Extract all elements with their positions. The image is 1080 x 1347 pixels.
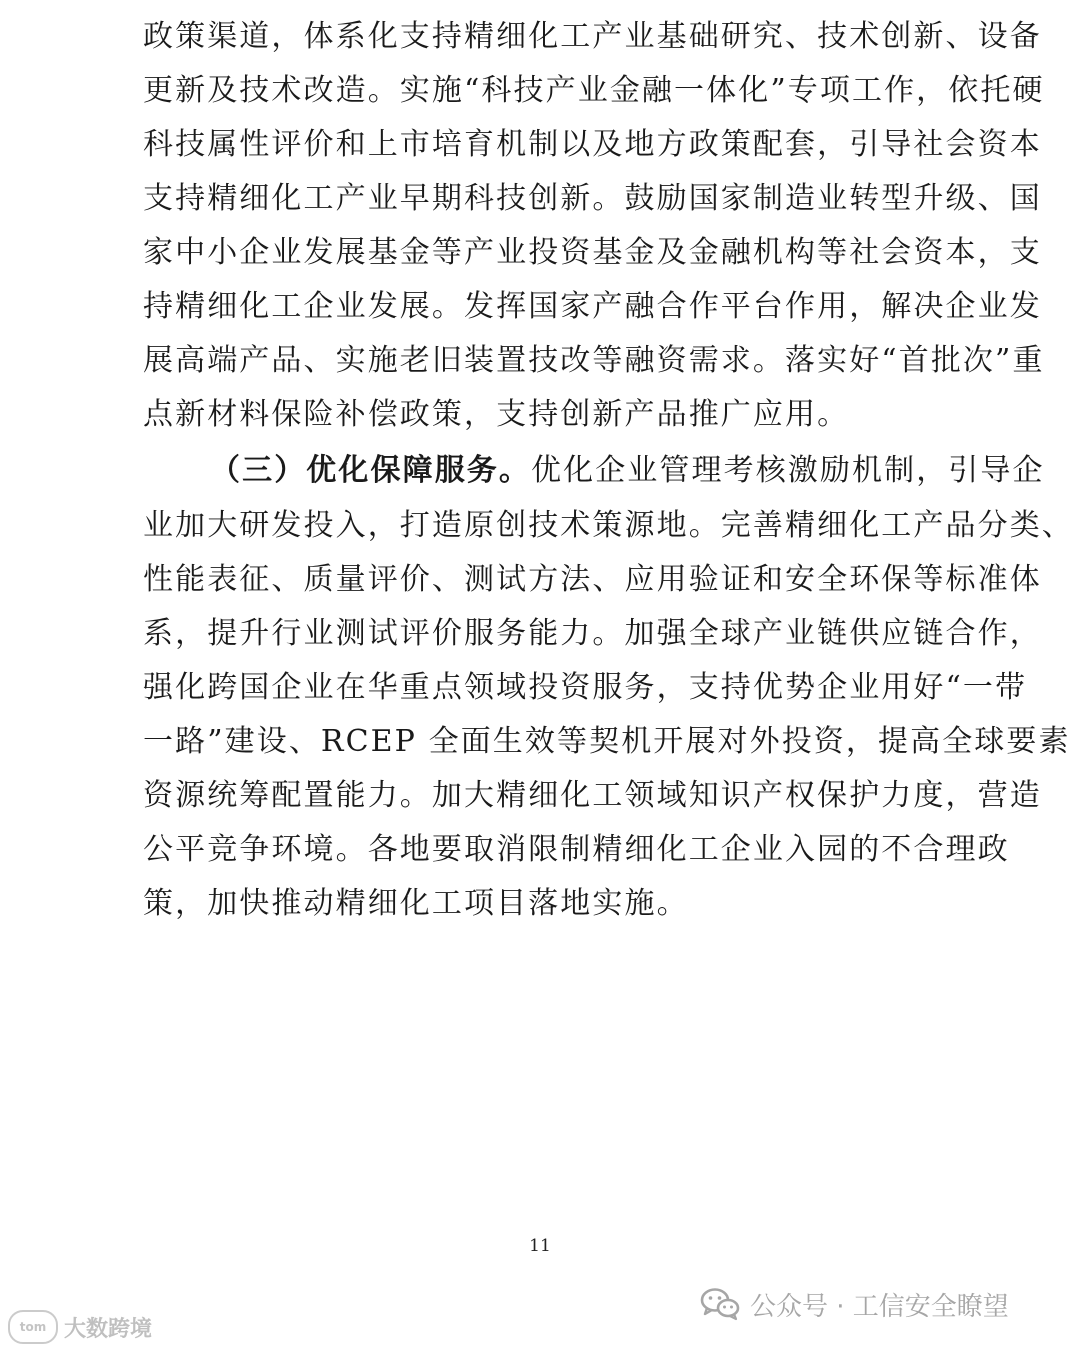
line-text: 科技属性评价和上市培育机制以及地方政策配套，引导社会资本 bbox=[143, 127, 1042, 162]
dashu-watermark bbox=[8, 1309, 152, 1345]
line-text: 更新及技术改造。实施“科技产业金融一体化”专项工作，依托硬 bbox=[143, 73, 1045, 108]
text-line bbox=[0, 118, 1080, 172]
section-heading: （三）优化保障服务。 bbox=[210, 453, 531, 488]
text-line bbox=[0, 499, 1080, 553]
line-text: 公平竞争环境。各地要取消限制精细化工企业入园的不合理政 bbox=[143, 832, 1010, 867]
line-text: 资源统筹配置能力。加大精细化工领域知识产权保护力度，营造 bbox=[143, 778, 1042, 813]
tom-logo-icon: tom bbox=[8, 1310, 58, 1344]
text-line bbox=[0, 388, 1080, 442]
line-text: 系，提升行业测试评价服务能力。加强全球产业链供应链合作， bbox=[143, 616, 1042, 651]
line-text: 点新材料保险补偿政策，支持创新产品推广应用。 bbox=[143, 397, 850, 432]
line-text: 政策渠道，体系化支持精细化工产业基础研究、技术创新、设备 bbox=[143, 19, 1042, 54]
line-text: 性能表征、质量评价、测试方法、应用验证和安全环保等标准体 bbox=[143, 562, 1042, 597]
text-line bbox=[0, 280, 1080, 334]
line-text: 强化跨国企业在华重点领域投资服务，支持优势企业用好“一带 bbox=[143, 670, 1028, 705]
wechat-account-label: 公众号 · 工信安全瞭望 bbox=[750, 1291, 1009, 1322]
text-line bbox=[0, 607, 1080, 661]
text-line bbox=[0, 553, 1080, 607]
text-line bbox=[0, 10, 1080, 64]
section-heading-line bbox=[0, 444, 1080, 498]
line-text: 家中小企业发展基金等产业投资基金及金融机构等社会资本，支 bbox=[143, 235, 1042, 270]
line-text: 支持精细化工产业早期科技创新。鼓励国家制造业转型升级、国 bbox=[143, 181, 1042, 216]
line-text: 策，加快推动精细化工项目落地实施。 bbox=[143, 886, 689, 921]
text-line bbox=[0, 226, 1080, 280]
text-line bbox=[0, 334, 1080, 388]
wechat-watermark bbox=[700, 1282, 1009, 1326]
line-text: 业加大研发投入，打造原创技术策源地。完善精细化工产品分类、 bbox=[143, 508, 1074, 543]
text-line bbox=[0, 877, 1080, 931]
line-text: 展高端产品、实施老旧装置技改等融资需求。落实好“首批次”重 bbox=[143, 343, 1045, 378]
text-line bbox=[0, 715, 1080, 769]
line-text: 持精细化工企业发展。发挥国家产融合作平台作用，解决企业发 bbox=[143, 289, 1042, 324]
wechat-icon bbox=[700, 1287, 740, 1321]
text-line bbox=[0, 172, 1080, 226]
page-number: 11 bbox=[529, 1236, 551, 1256]
line-text: 优化企业管理考核激励机制，引导企 bbox=[531, 453, 1045, 488]
text-line bbox=[0, 661, 1080, 715]
line-text: 一路”建设、RCEP 全面生效等契机开展对外投资，提高全球要素 bbox=[143, 724, 1071, 759]
text-line bbox=[0, 64, 1080, 118]
text-line bbox=[0, 823, 1080, 877]
dashu-watermark-label: 大数跨境 bbox=[64, 1316, 153, 1342]
text-line bbox=[0, 769, 1080, 823]
